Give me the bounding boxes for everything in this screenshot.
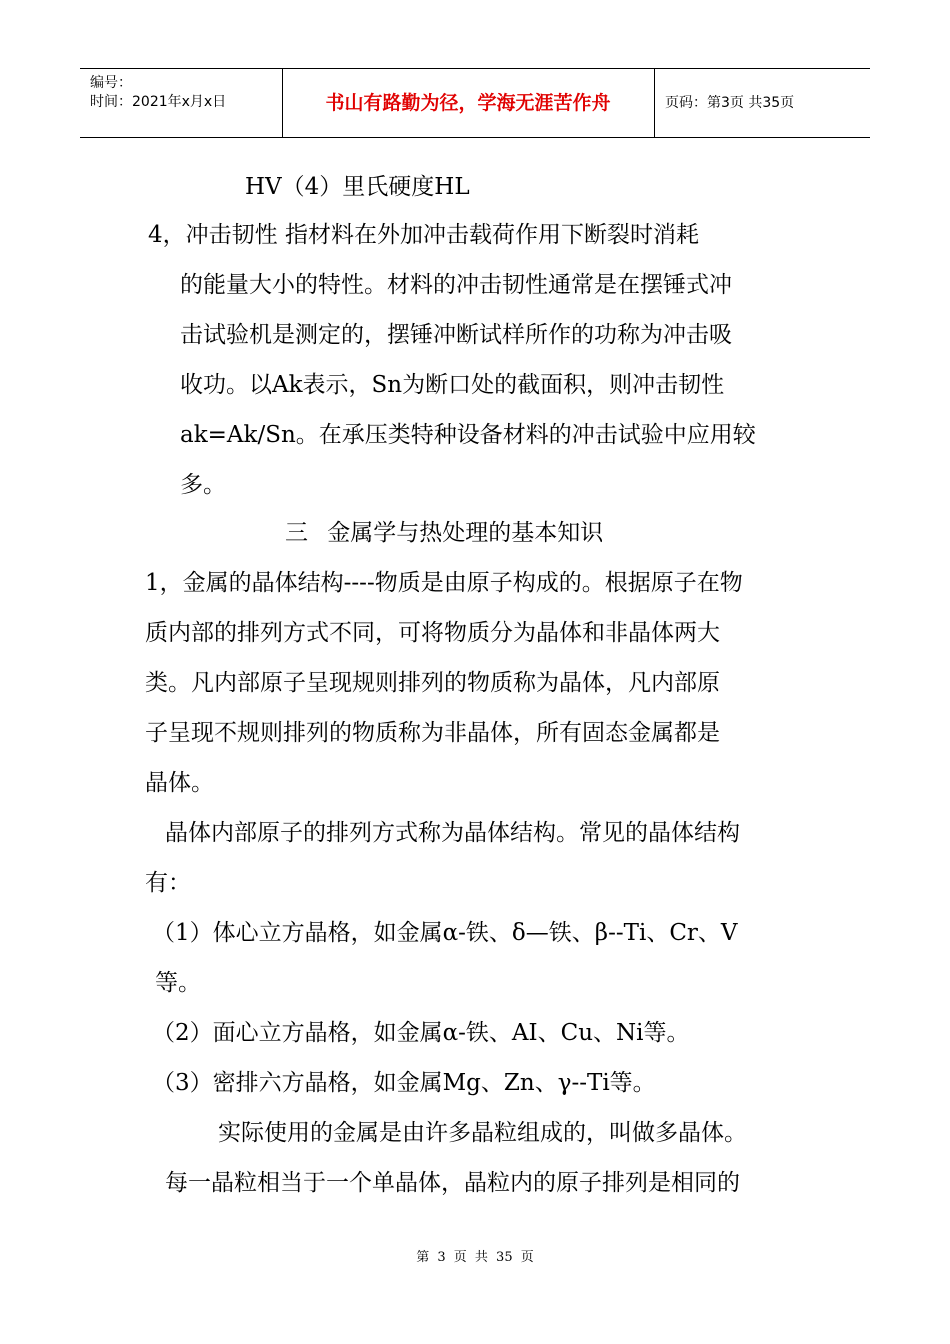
paragraph-line: 晶体内部原子的排列方式称为晶体结构。常见的晶体结构 bbox=[165, 820, 740, 846]
paragraph-line: 子呈现不规则排列的物质称为非晶体，所有固态金属都是 bbox=[145, 720, 720, 746]
paragraph-line: 有： bbox=[145, 870, 191, 896]
page-header bbox=[80, 68, 870, 138]
paragraph-line: 类。凡内部原子呈现规则排列的物质称为晶体，凡内部原 bbox=[145, 670, 720, 696]
impact-toughness-heading: 4，冲击韧性 指材料在外加冲击载荷作用下断裂时消耗 bbox=[148, 222, 699, 248]
paragraph-line: ak=Ak/Sn。在承压类特种设备材料的冲击试验中应用较 bbox=[180, 422, 756, 448]
header-motto: 书山有路勤为径，学海无涯苦作舟 bbox=[325, 92, 611, 114]
paragraph-line: 多。 bbox=[180, 472, 226, 498]
hardness-line: HV（4）里氏硬度HL bbox=[245, 174, 470, 200]
list-item-hcp: （3）密排六方晶格，如金属Mg、Zn、γ--Ti等。 bbox=[152, 1070, 656, 1096]
paragraph-line: 收功。以Ak表示，Sn为断口处的截面积，则冲击韧性 bbox=[180, 372, 725, 398]
paragraph-line: 每一晶粒相当于一个单晶体，晶粒内的原子排列是相同的 bbox=[165, 1170, 740, 1196]
paragraph-line: 击试验机是测定的，摆锤冲断试样所作的功称为冲击吸 bbox=[180, 322, 732, 348]
list-item-bcc-continued: 等。 bbox=[155, 970, 201, 996]
list-item-bcc: （1）体心立方晶格，如金属α-铁、δ—铁、β--Ti、Cr、V bbox=[152, 920, 738, 946]
document-time-label: 时间：2021年x月x日 bbox=[90, 94, 227, 110]
document-number-label: 编号： bbox=[90, 75, 132, 91]
paragraph-line: 的能量大小的特性。材料的冲击韧性通常是在摆锤式冲 bbox=[180, 272, 732, 298]
section-title: 三 金属学与热处理的基本知识 bbox=[285, 520, 604, 546]
header-divider bbox=[654, 69, 655, 137]
header-page-info: 页码：第3页 共35页 bbox=[665, 95, 795, 111]
list-item-fcc: （2）面心立方晶格，如金属α-铁、AI、Cu、Ni等。 bbox=[152, 1020, 690, 1046]
paragraph-line: 质内部的排列方式不同，可将物质分为晶体和非晶体两大 bbox=[145, 620, 720, 646]
paragraph-line: 晶体。 bbox=[145, 770, 214, 796]
crystal-structure-heading: 1，金属的晶体结构----物质是由原子构成的。根据原子在物 bbox=[145, 570, 743, 596]
paragraph-line: 实际使用的金属是由许多晶粒组成的，叫做多晶体。 bbox=[218, 1120, 747, 1146]
page-footer: 第 3 页 共 35 页 bbox=[416, 1250, 534, 1265]
